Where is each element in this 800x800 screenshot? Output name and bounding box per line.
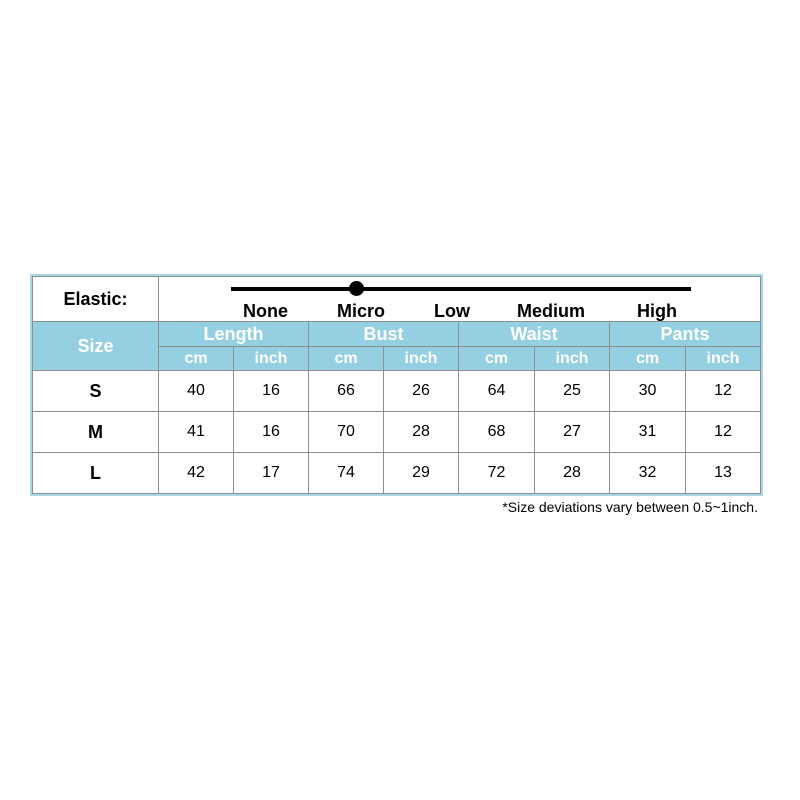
size-deviation-note: *Size deviations vary between 0.5~1inch. <box>502 499 758 515</box>
pants-cm-value: 31 <box>610 412 686 453</box>
pants-inch-value: 12 <box>686 412 761 453</box>
waist-cm-value: 68 <box>459 412 535 453</box>
bust-inch-value: 26 <box>384 371 459 412</box>
pants-inch-value: 13 <box>686 453 761 494</box>
pants-cm-value: 30 <box>610 371 686 412</box>
size-label: M <box>33 412 159 453</box>
waist-cm-header: cm <box>459 347 535 371</box>
waist-inch-header: inch <box>535 347 610 371</box>
pants-header: Pants <box>610 322 761 347</box>
waist-inch-value: 28 <box>535 453 610 494</box>
scale-label-none: None <box>243 301 288 321</box>
pants-cm-value: 32 <box>610 453 686 494</box>
group-header-row <box>33 322 761 347</box>
bust-cm-value: 66 <box>309 371 384 412</box>
length-cm-header: cm <box>159 347 234 371</box>
pants-inch-value: 12 <box>686 371 761 412</box>
bust-inch-value: 29 <box>384 453 459 494</box>
table-row <box>33 412 761 453</box>
waist-inch-value: 27 <box>535 412 610 453</box>
waist-cm-value: 72 <box>459 453 535 494</box>
length-inch-header: inch <box>234 347 309 371</box>
scale-label-micro: Micro <box>337 301 386 321</box>
size-label: S <box>33 371 159 412</box>
length-cm-value: 41 <box>159 412 234 453</box>
table-row <box>33 371 761 412</box>
length-inch-value: 16 <box>234 371 309 412</box>
bust-inch-value: 28 <box>384 412 459 453</box>
size-label: L <box>33 453 159 494</box>
bust-inch-header: inch <box>384 347 459 371</box>
scale-label-high: High <box>637 301 677 321</box>
length-cm-value: 40 <box>159 371 234 412</box>
length-inch-value: 17 <box>234 453 309 494</box>
pants-cm-header: cm <box>610 347 686 371</box>
table-row <box>33 453 761 494</box>
bust-header: Bust <box>309 322 459 347</box>
bust-cm-header: cm <box>309 347 384 371</box>
size-chart-table <box>32 276 761 494</box>
length-header: Length <box>159 322 309 347</box>
elasticity-scale-line <box>231 287 691 291</box>
bust-cm-value: 74 <box>309 453 384 494</box>
length-inch-value: 16 <box>234 412 309 453</box>
elasticity-selected-marker <box>349 281 364 296</box>
waist-header: Waist <box>459 322 610 347</box>
waist-inch-value: 25 <box>535 371 610 412</box>
waist-cm-value: 64 <box>459 371 535 412</box>
elastic-label: Elastic: <box>33 277 159 322</box>
length-cm-value: 42 <box>159 453 234 494</box>
bust-cm-value: 70 <box>309 412 384 453</box>
scale-label-low: Low <box>434 301 470 321</box>
elastic-row <box>33 277 761 322</box>
elasticity-scale <box>159 277 761 322</box>
scale-label-medium: Medium <box>517 301 586 321</box>
size-column-header: Size <box>33 322 159 371</box>
pants-inch-header: inch <box>686 347 761 371</box>
